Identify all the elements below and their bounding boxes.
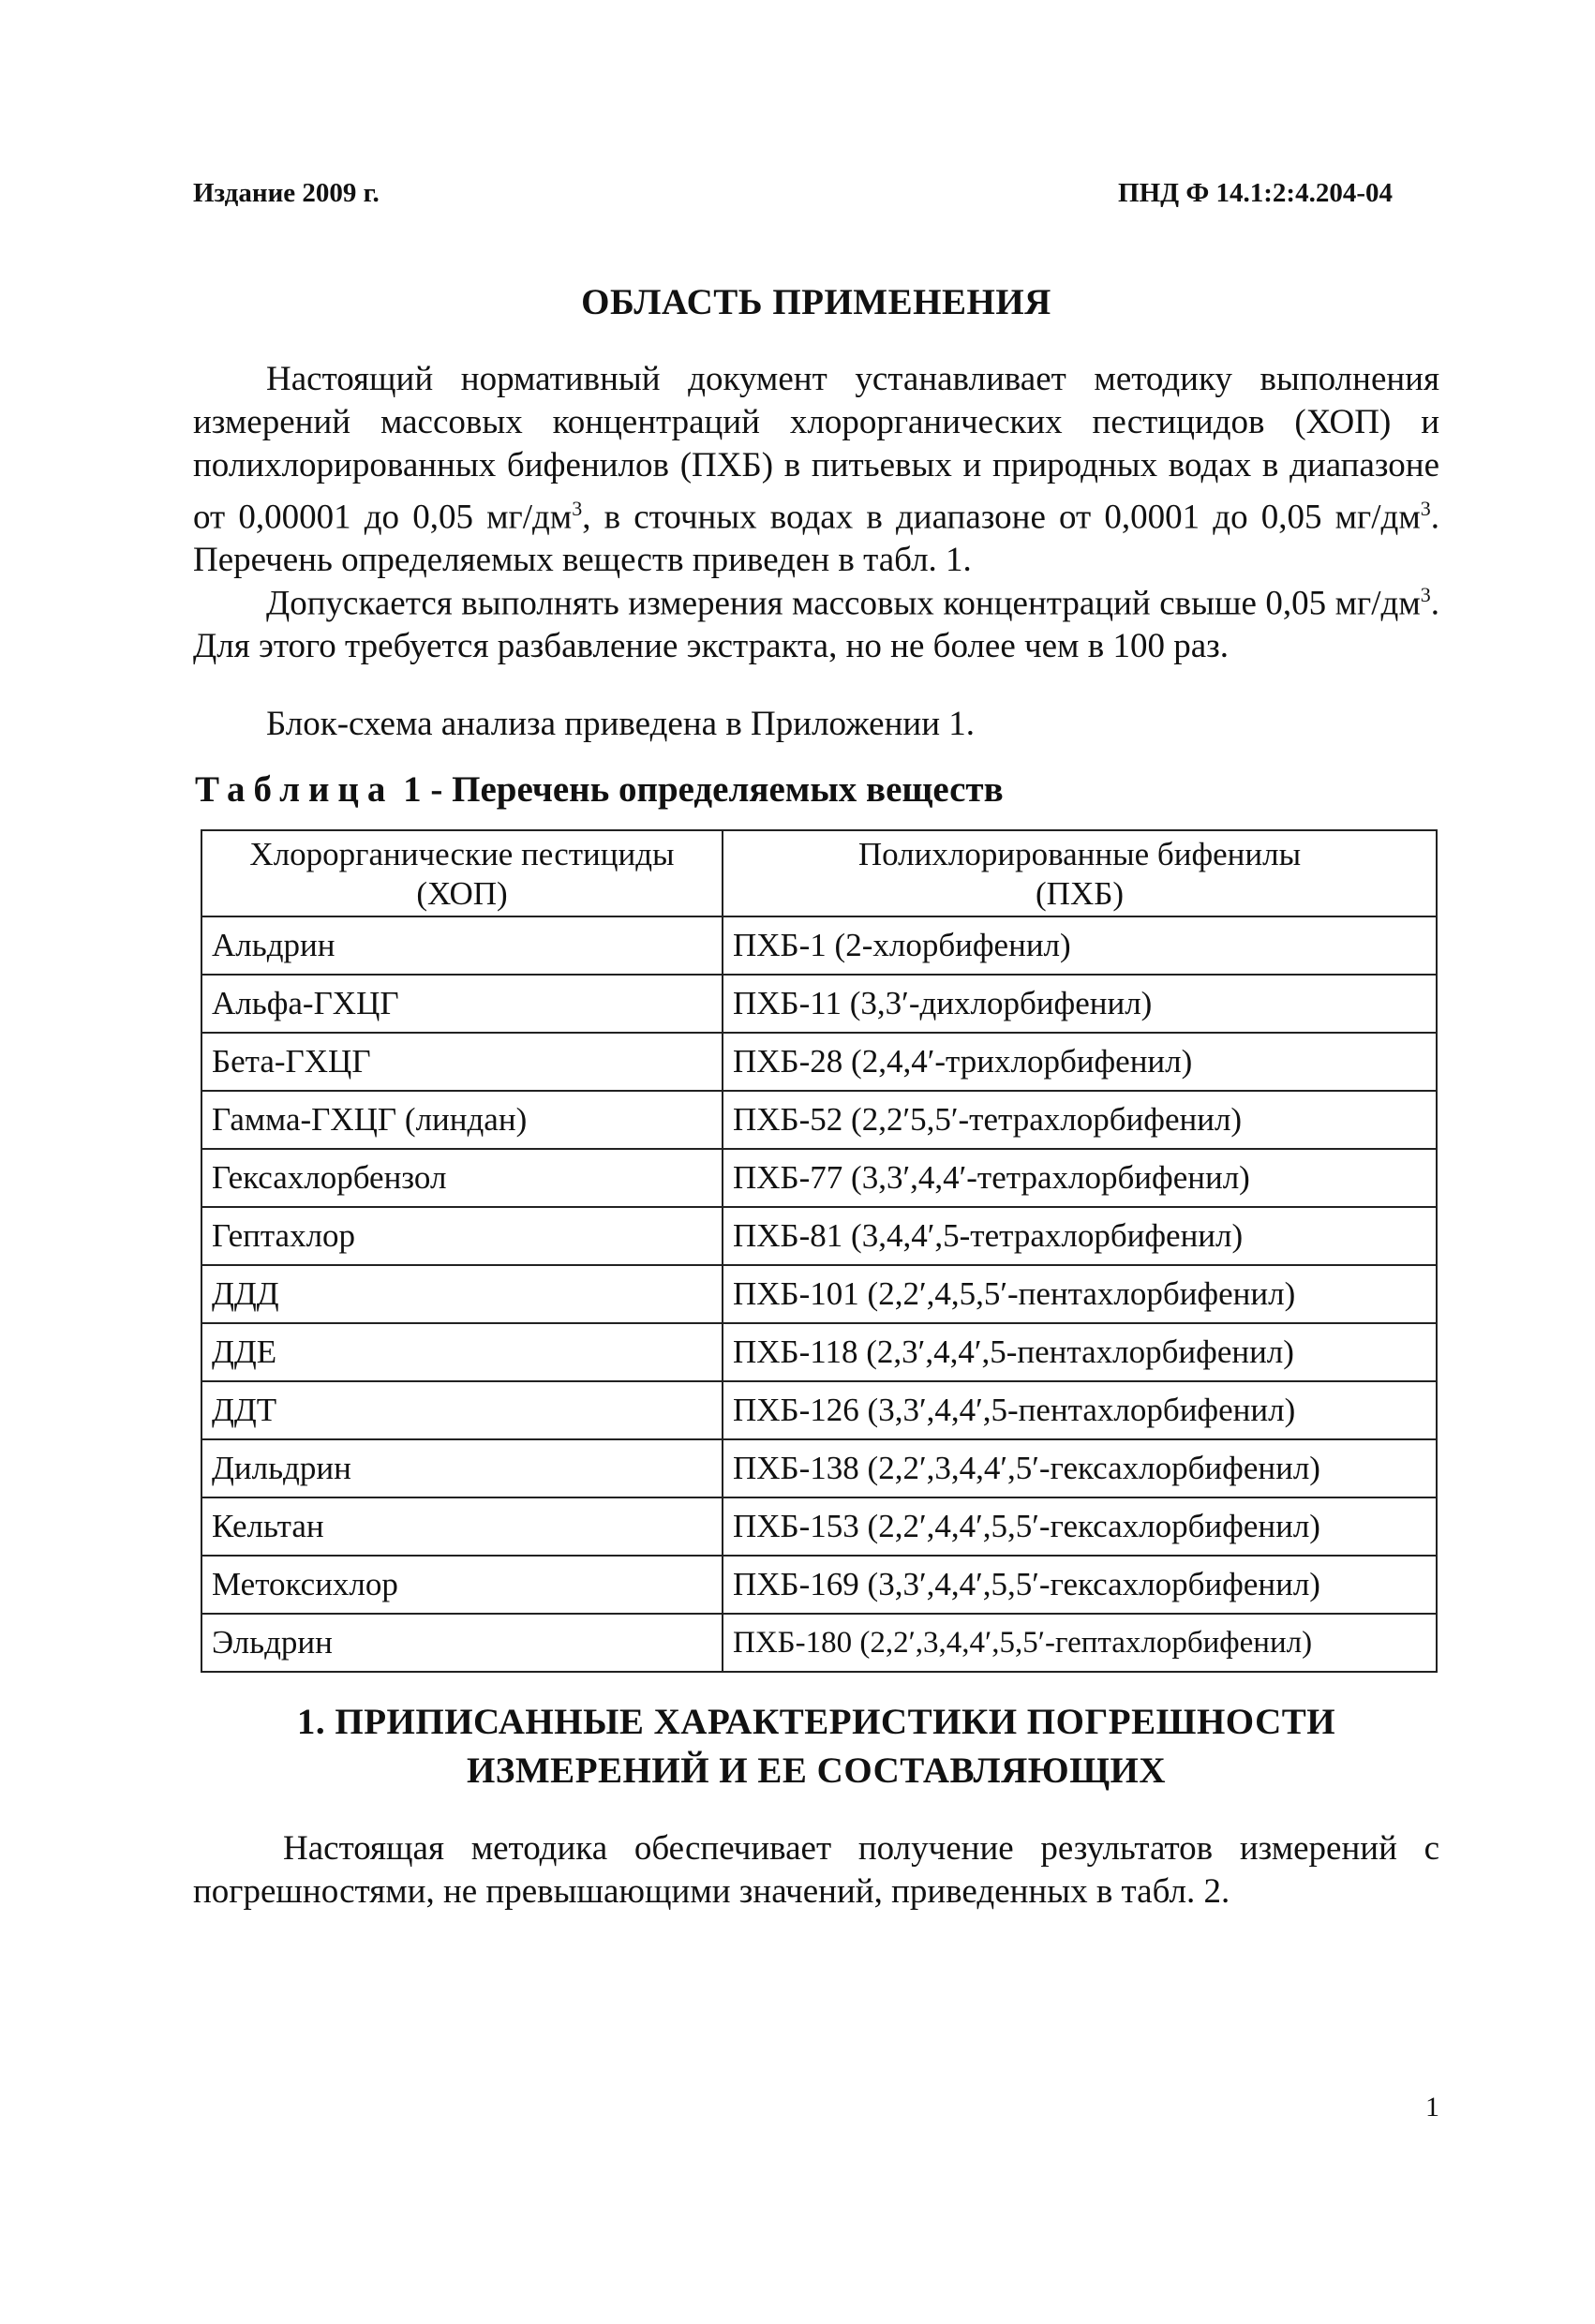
ocp-cell: Гексахлорбензол xyxy=(201,1149,723,1207)
ocp-cell: Гептахлор xyxy=(201,1207,723,1265)
pcb-cell: ПХБ-153 (2,2′,4,4′,5,5′-гексахлорбифенил) xyxy=(723,1497,1437,1556)
table-row xyxy=(201,1207,1437,1265)
pcb-cell: ПХБ-11 (3,3′-дихлорбифенил) xyxy=(723,975,1437,1033)
table-row xyxy=(201,1149,1437,1207)
pcb-cell: ПХБ-81 (3,4,4′,5-тетрахлорбифенил) xyxy=(723,1207,1437,1265)
pcb-cell: ПХБ-138 (2,2′,3,4,4′,5′-гексахлорбифенил) xyxy=(723,1439,1437,1497)
scope-paragraph-1: Настоящий нормативный документ устанавливает методику выполнения измерений массовых концентраций хлорорганических пестицидов (ХОП) и полихлорированных бифенилов (ПХБ) в питьевых и природных водах в диапазоне от 0,00001 до 0,05 $мг/дм^3$, в сточных водах в диапазоне от 0,0001 до 0,05 $мг/дм^3$. Перечень определяемых веществ приведен в табл. 1. xyxy=(193,360,1439,580)
section1-title: 1. ПРИПИСАННЫЕ ХАРАКТЕРИСТИКИ ПОГРЕШНОСТИ ИЗМЕРЕНИЙ И ЕЕ СОСТАВЛЯЮЩИХ xyxy=(296,1702,1336,1791)
section1-paragraph: Настоящая методика обеспечивает получение результатов измерений с погрешностями, не превышающими значений, приведенных в табл. 2. xyxy=(193,1829,1439,1911)
pcb-cell: ПХБ-1 (2-хлорбифенил) xyxy=(723,916,1437,975)
pcb-cell: ПХБ-101 (2,2′,4,5,5′-пентахлорбифенил) xyxy=(723,1265,1437,1323)
pcb-cell: ПХБ-118 (2,3′,4,4′,5-пентахлорбифенил) xyxy=(723,1323,1437,1381)
pcb-cell: ПХБ-180 (2,2′,3,4,4′,5,5′-гептахлорбифенил) xyxy=(723,1614,1437,1672)
table-row xyxy=(201,975,1437,1033)
pcb-cell: ПХБ-126 (3,3′,4,4′,5-пентахлорбифенил) xyxy=(723,1381,1437,1439)
pcb-cell: ПХБ-169 (3,3′,4,4′,5,5′-гексахлорбифенил) xyxy=(723,1556,1437,1614)
table-row xyxy=(201,1497,1437,1556)
pcb-cell: ПХБ-77 (3,3′,4,4′-тетрахлорбифенил) xyxy=(723,1149,1437,1207)
ocp-cell: Дильдрин xyxy=(201,1439,723,1497)
table-row xyxy=(201,1033,1437,1091)
pcb-cell: ПХБ-28 (2,4,4′-трихлорбифенил) xyxy=(723,1033,1437,1091)
table-row xyxy=(201,1556,1437,1614)
table-row xyxy=(201,1614,1437,1672)
ocp-cell: Гамма-ГХЦГ (линдан) xyxy=(201,1091,723,1149)
table-header-row xyxy=(201,830,1437,916)
ocp-cell: Альдрин xyxy=(201,916,723,975)
header-ocp: Хлорорганические пестициды (ХОП) xyxy=(201,830,723,916)
scope-paragraph-2: Допускается выполнять измерения массовых концентраций свыше 0,05 $мг/дм^3$. Для этого требуется разбавление экстракта, но не более чем в 100 раз. xyxy=(193,583,1439,666)
ocp-cell: Метоксихлор xyxy=(201,1556,723,1614)
table-row xyxy=(201,1265,1437,1323)
page-number: 1 xyxy=(1425,2092,1439,2123)
ocp-cell: ДДЕ xyxy=(201,1323,723,1381)
ocp-cell: Кельтан xyxy=(201,1497,723,1556)
table-row xyxy=(201,916,1437,975)
ocp-cell: Альфа-ГХЦГ xyxy=(201,975,723,1033)
substances-table xyxy=(201,829,1438,1673)
table-row xyxy=(201,1439,1437,1497)
ocp-cell: ДДТ xyxy=(201,1381,723,1439)
edition-label: Издание 2009 г. xyxy=(193,178,380,208)
scope-title: ОБЛАСТЬ ПРИМЕНЕНИЯ xyxy=(581,282,1051,322)
header-pcb: Полихлорированные бифенилы (ПХБ) xyxy=(723,830,1437,916)
pcb-cell: ПХБ-52 (2,2′5,5′-тетрахлорбифенил) xyxy=(723,1091,1437,1149)
table-row xyxy=(201,1091,1437,1149)
ocp-cell: ДДД xyxy=(201,1265,723,1323)
table-row xyxy=(201,1323,1437,1381)
ocp-cell: Бета-ГХЦГ xyxy=(201,1033,723,1091)
table1-caption: Таблица 1 - Перечень определяемых веществ xyxy=(195,769,1004,810)
document-number: ПНД Ф 14.1:2:4.204-04 xyxy=(1118,178,1393,208)
ocp-cell: Эльдрин xyxy=(201,1614,723,1672)
table-row xyxy=(201,1381,1437,1439)
scope-paragraph-3: Блок-схема анализа приведена в Приложении 1. xyxy=(266,705,976,743)
